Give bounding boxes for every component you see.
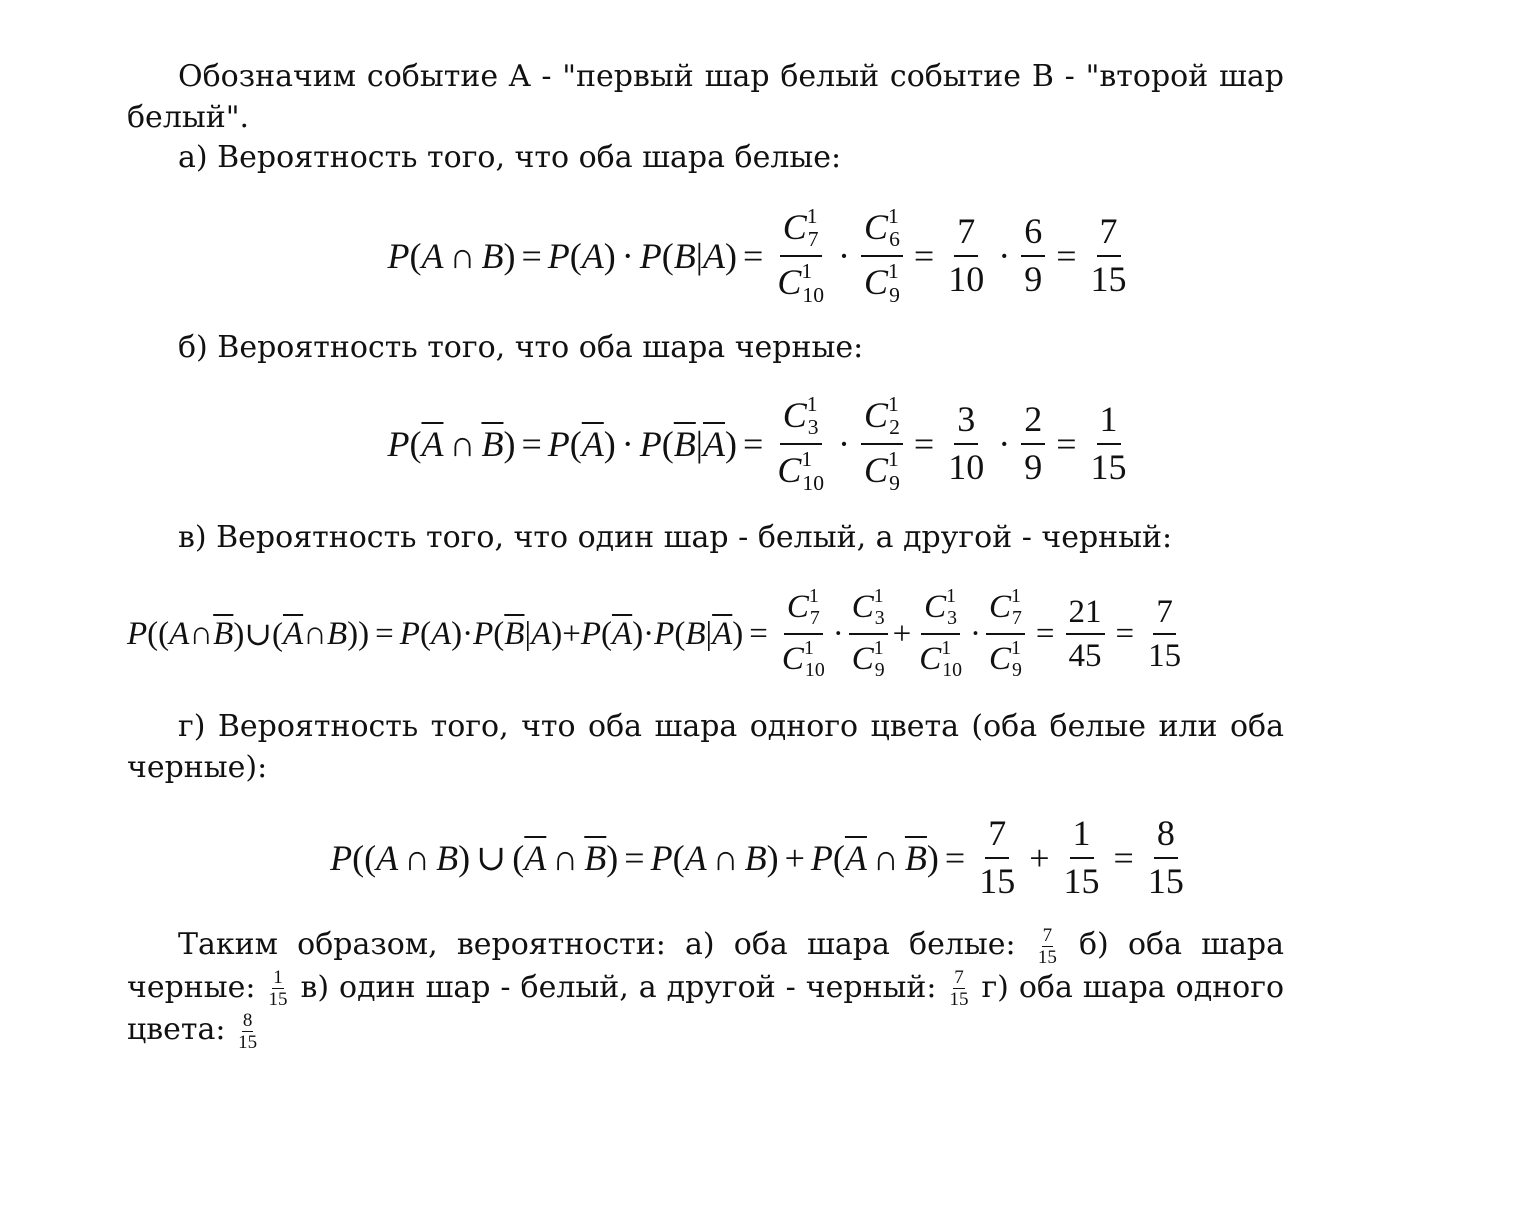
summary-paragraph: Таким образом, вероятности: а) оба шара белые: $\frac{7}{15}$ б) оба шара черные: $\frac{1}{15}$ в) один шар - белый, а другой - черный: $\frac{7}{15}$ г) оба шара одного цвета: $\frac{8}{15}$	[127, 924, 1285, 1053]
result-fraction: $\frac{7}{15}$	[1090, 211, 1127, 299]
numeric-fraction: $\frac{21}{45}$	[1066, 594, 1105, 675]
formula-a: P ( A ∩ B ) = P ( A ) · P ( B | A ) = $\frac{C^1_7}{C^1_{10}}$ · $\frac{C^1_6}{C^1_9}$ = $\frac{7}{10}$ · $\frac{6}{9}$ = $\frac{7}{15}$	[0, 208, 1522, 304]
part-b-heading: б) Вероятность того, что оба шара черные:	[178, 330, 864, 365]
intro-paragraph	[127, 56, 1284, 138]
summary-fraction-c: $\frac{7}{15}$	[949, 967, 969, 1010]
numeric-fraction: $\frac{6}{9}$	[1021, 212, 1045, 299]
formula-c: P (( A ∩ $\overline{B}$ )∪( $\overline{A}$ ∩ B )) = P ( A )· P ( $\overline{B}$ | A )+ P ( $\overline{A}$ )· P ( B | $\overline{A}$ ) = $\frac{C^1_7}{C^1_{10}}$ · $\frac{C^1_3}{C^1_9}$ + $\frac{C^1_3}{C^1_{10}}$ · $\frac{C^1_7}{C^1_9}$ = $\frac{21}{45}$ = $\frac{7}{15}$	[127, 586, 1367, 682]
numeric-fraction: $\frac{2}{9}$	[1021, 400, 1045, 487]
combination-fraction: $\frac{C^1_6}{C^1_9}$	[861, 205, 903, 308]
formula-b: P ( $\overline{A}$ ∩ $\overline{B}$ ) = P ( $\overline{A}$ ) · P ( $\overline{B}$ | $\overline{A}$ ) = $\frac{C^1_3}{C^1_{10}}$ · $\frac{C^1_2}{C^1_9}$ = $\frac{3}{10}$ · $\frac{2}{9}$ = $\frac{1}{15}$	[0, 396, 1522, 492]
result-fraction: $\frac{1}{15}$	[1090, 399, 1127, 487]
combination-fraction: $\frac{C^1_7}{C^1_{10}}$	[781, 585, 825, 681]
part-a-heading: а) Вероятность того, что оба шара белые:	[178, 140, 842, 175]
summary-fraction-b: $\frac{1}{15}$	[268, 967, 288, 1010]
result-fraction: $\frac{7}{15}$	[1148, 593, 1182, 674]
numeric-fraction: $\frac{7}{15}$	[979, 813, 1016, 901]
combination-fraction: $\frac{C^1_2}{C^1_9}$	[861, 393, 903, 496]
numeric-fraction: $\frac{1}{15}$	[1063, 813, 1100, 901]
part-d-heading: г) Вероятность того, что оба шара одного цвета (оба белые или оба черные):	[127, 709, 1284, 785]
part-c-heading: в) Вероятность того, что один шар - белый, а другой - черный:	[178, 520, 1173, 555]
combination-fraction: $\frac{C^1_7}{C^1_9}$	[986, 586, 1025, 681]
result-fraction: $\frac{8}{15}$	[1147, 813, 1184, 901]
summary-fraction-d: $\frac{8}{15}$	[238, 1009, 258, 1053]
summary-fraction-a: $\frac{7}{15}$	[1037, 924, 1057, 968]
formula-d: P (( A ∩ B ) ∪ ( $\overline{A}$ ∩ $\overline{B}$ ) = P ( A ∩ B ) + P ( $\overline{A}$ ∩ $\overline{B}$ ) = $\frac{7}{15}$ + $\frac{1}{15}$ = $\frac{8}{15}$	[0, 810, 1522, 906]
combination-fraction: $\frac{C^1_7}{C^1_{10}}$	[777, 203, 824, 307]
combination-fraction: $\frac{C^1_3}{C^1_{10}}$	[919, 585, 962, 681]
intro-text: Обозначим событие A - "первый шар белый событие B - "второй шар белый".	[127, 59, 1284, 135]
combination-fraction: $\frac{C^1_3}{C^1_9}$	[849, 586, 888, 681]
numeric-fraction: $\frac{3}{10}$	[948, 399, 985, 487]
numeric-fraction: $\frac{7}{10}$	[948, 211, 985, 299]
combination-fraction: $\frac{C^1_3}{C^1_{10}}$	[777, 391, 824, 495]
